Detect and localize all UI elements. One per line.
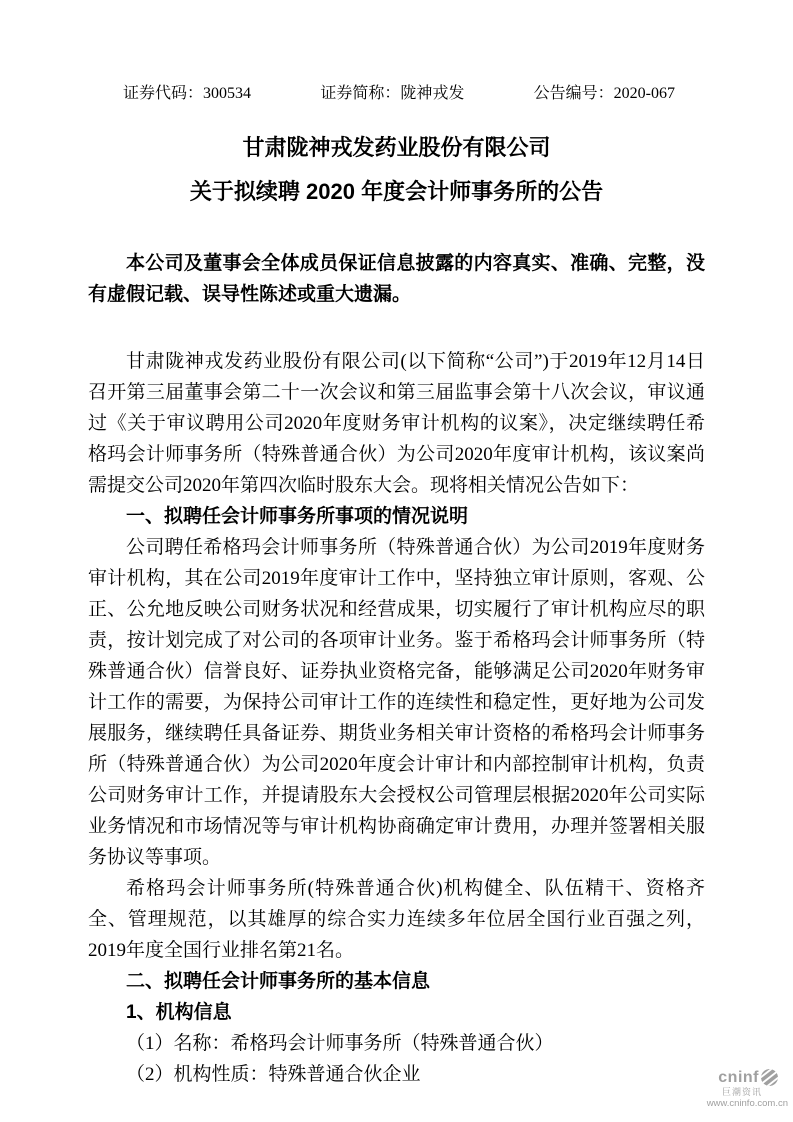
cninfo-brand-text: cninf	[718, 1068, 759, 1086]
cninfo-brand-row	[693, 1068, 779, 1087]
securities-header-row	[88, 84, 705, 104]
subsection-1-heading: 1、机构信息	[126, 1002, 232, 1023]
section-1-heading: 一、拟聘任会计师事务所事项的情况说明	[126, 506, 469, 527]
stock-code: 证券代码：300534	[123, 85, 252, 102]
cninfo-url: www.cninfo.com.cn	[706, 1098, 788, 1109]
stock-short-name: 证券简称：陇神戎发	[320, 85, 465, 102]
org-name-item: （1）名称：希格玛会计师事务所（特殊普通合伙）	[126, 1033, 554, 1054]
cninfo-globe-icon	[760, 1068, 779, 1087]
announcement-number: 公告编号：2020-067	[533, 85, 675, 102]
section-2-heading: 二、拟聘任会计师事务所的基本信息	[126, 971, 431, 992]
board-disclaimer: 本公司及董事会全体成员保证信息披露的内容真实、准确、完整，没有虚假记载、误导性陈述或重大遗漏。	[88, 253, 705, 305]
document-title-line2: 关于拟续聘 2020 年度会计师事务所的公告	[189, 179, 604, 204]
document-title	[88, 126, 705, 214]
org-nature-item: （2）机构性质：特殊普通合伙企业	[126, 1064, 421, 1085]
cninfo-watermark	[693, 1068, 788, 1110]
section-1-paragraph-1: 公司聘任希格玛会计师事务所（特殊普通合伙）为公司2019年度财务审计机构，其在公司2019年度审计工作中，坚持独立审计原则，客观、公正、公允地反映公司财务状况和经营成果，切实履行了审计机构应尽的职责，按计划完成了对公司的各项审计业务。鉴于希格玛会计师事务所（特殊普通合伙）信誉良好、证券执业资格完备，能够满足公司2020年财务审计工作的需要，为保持公司审计工作的连续性和稳定性，更好地为公司发展服务，继续聘任具备证券、期货业务相关审计资格的希格玛会计师事务所（特殊普通合伙）为公司2020年度会计审计和内部控制审计机构，负责公司财务审计工作，并提请股东大会授权公司管理层根据2020年公司实际业务情况和市场情况等与审计机构协商确定审计费用，办理并签署相关服务协议等事项。	[88, 537, 705, 868]
cninfo-brand-chinese: 巨潮资讯	[721, 1087, 762, 1097]
intro-paragraph: 甘肃陇神戎发药业股份有限公司(以下简称“公司”)于2019年12月14日召开第三届董事会第二十一次会议和第三届监事会第十八次会议，审议通过《关于审议聘用公司2020年度财务审计机构的议案》，决定继续聘任希格玛会计师事务所（特殊普通合伙）为公司2020年度审计机构，该议案尚需提交公司2020年第四次临时股东大会。现将相关情况公告如下：	[88, 351, 705, 496]
document-title-line1: 甘肃陇神戎发药业股份有限公司	[242, 135, 551, 160]
section-1-paragraph-2: 希格玛会计师事务所(特殊普通合伙)机构健全、队伍精干、资格齐全、管理规范，以其雄厚的综合实力连续多年位居全国行业百强之列，2019年度全国行业排名第21名。	[88, 878, 705, 961]
